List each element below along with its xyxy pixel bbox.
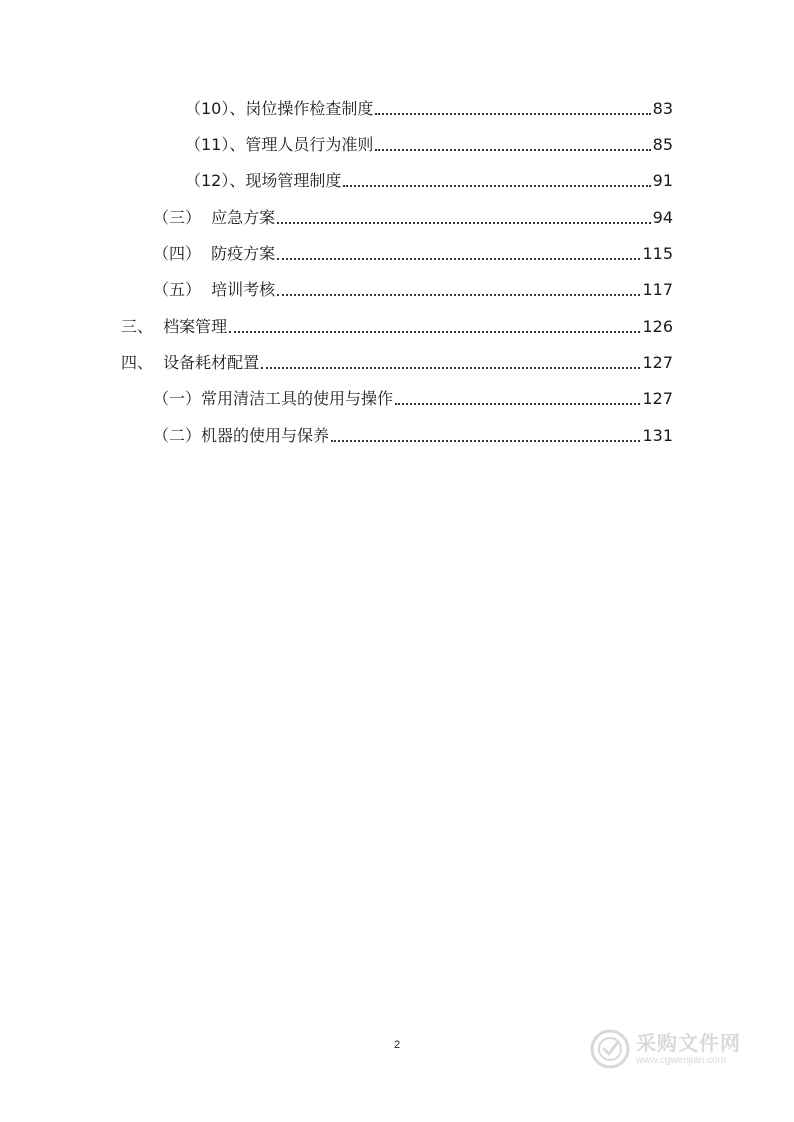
watermark-seal-icon — [590, 1029, 630, 1069]
toc-entry-page: 85 — [652, 135, 673, 154]
toc-entry-label: （三） 应急方案 — [153, 208, 276, 227]
dot-leader — [277, 222, 650, 224]
toc-entry[interactable] — [153, 278, 673, 302]
dot-leader — [331, 440, 640, 442]
toc-entry[interactable] — [121, 351, 673, 375]
toc-entry-page: 126 — [642, 317, 673, 336]
toc-entry-page: 127 — [642, 353, 673, 372]
toc-entry-page: 115 — [642, 244, 673, 263]
dot-leader — [395, 403, 640, 405]
toc-entry[interactable] — [185, 169, 673, 193]
dot-leader — [229, 331, 640, 333]
toc-entry-label: （12）、现场管理制度 — [185, 171, 342, 190]
dot-leader — [277, 258, 640, 260]
toc-entry[interactable] — [185, 133, 673, 157]
toc-entry-page: 131 — [642, 426, 673, 445]
dot-leader — [277, 294, 640, 296]
toc-entry[interactable] — [153, 242, 673, 266]
toc-entry-page: 91 — [652, 171, 673, 190]
toc-entry-page: 94 — [652, 208, 673, 227]
watermark — [590, 1025, 760, 1073]
toc-entry-label: （10）、岗位操作检查制度 — [185, 99, 374, 118]
toc-entry-label: 三、 档案管理 — [121, 317, 228, 336]
watermark-name: 采购文件网 — [636, 1031, 741, 1055]
toc-entry-label: （二）机器的使用与保养 — [153, 426, 330, 445]
page-number: 2 — [393, 1039, 401, 1051]
toc-entry[interactable] — [153, 387, 673, 411]
toc-entry[interactable] — [153, 424, 673, 448]
dot-leader — [375, 149, 650, 151]
watermark-url: www.cgwenjian.com — [636, 1055, 727, 1066]
toc-entry-label: 四、 设备耗材配置 — [121, 353, 260, 372]
dot-leader — [261, 367, 640, 369]
toc-entry-page: 127 — [642, 389, 673, 408]
toc-entry[interactable] — [185, 97, 673, 121]
toc-entry-label: （五） 培训考核 — [153, 280, 276, 299]
toc-entry-label: （四） 防疫方案 — [153, 244, 276, 263]
dot-leader — [343, 185, 650, 187]
toc-entry-page: 83 — [652, 99, 673, 118]
toc-entry[interactable] — [153, 206, 673, 230]
toc-entry-label: （11）、管理人员行为准则 — [185, 135, 374, 154]
toc-entry-page: 117 — [642, 280, 673, 299]
dot-leader — [375, 113, 650, 115]
toc-entry-label: （一）常用清洁工具的使用与操作 — [153, 389, 394, 408]
toc-entry[interactable] — [121, 315, 673, 339]
